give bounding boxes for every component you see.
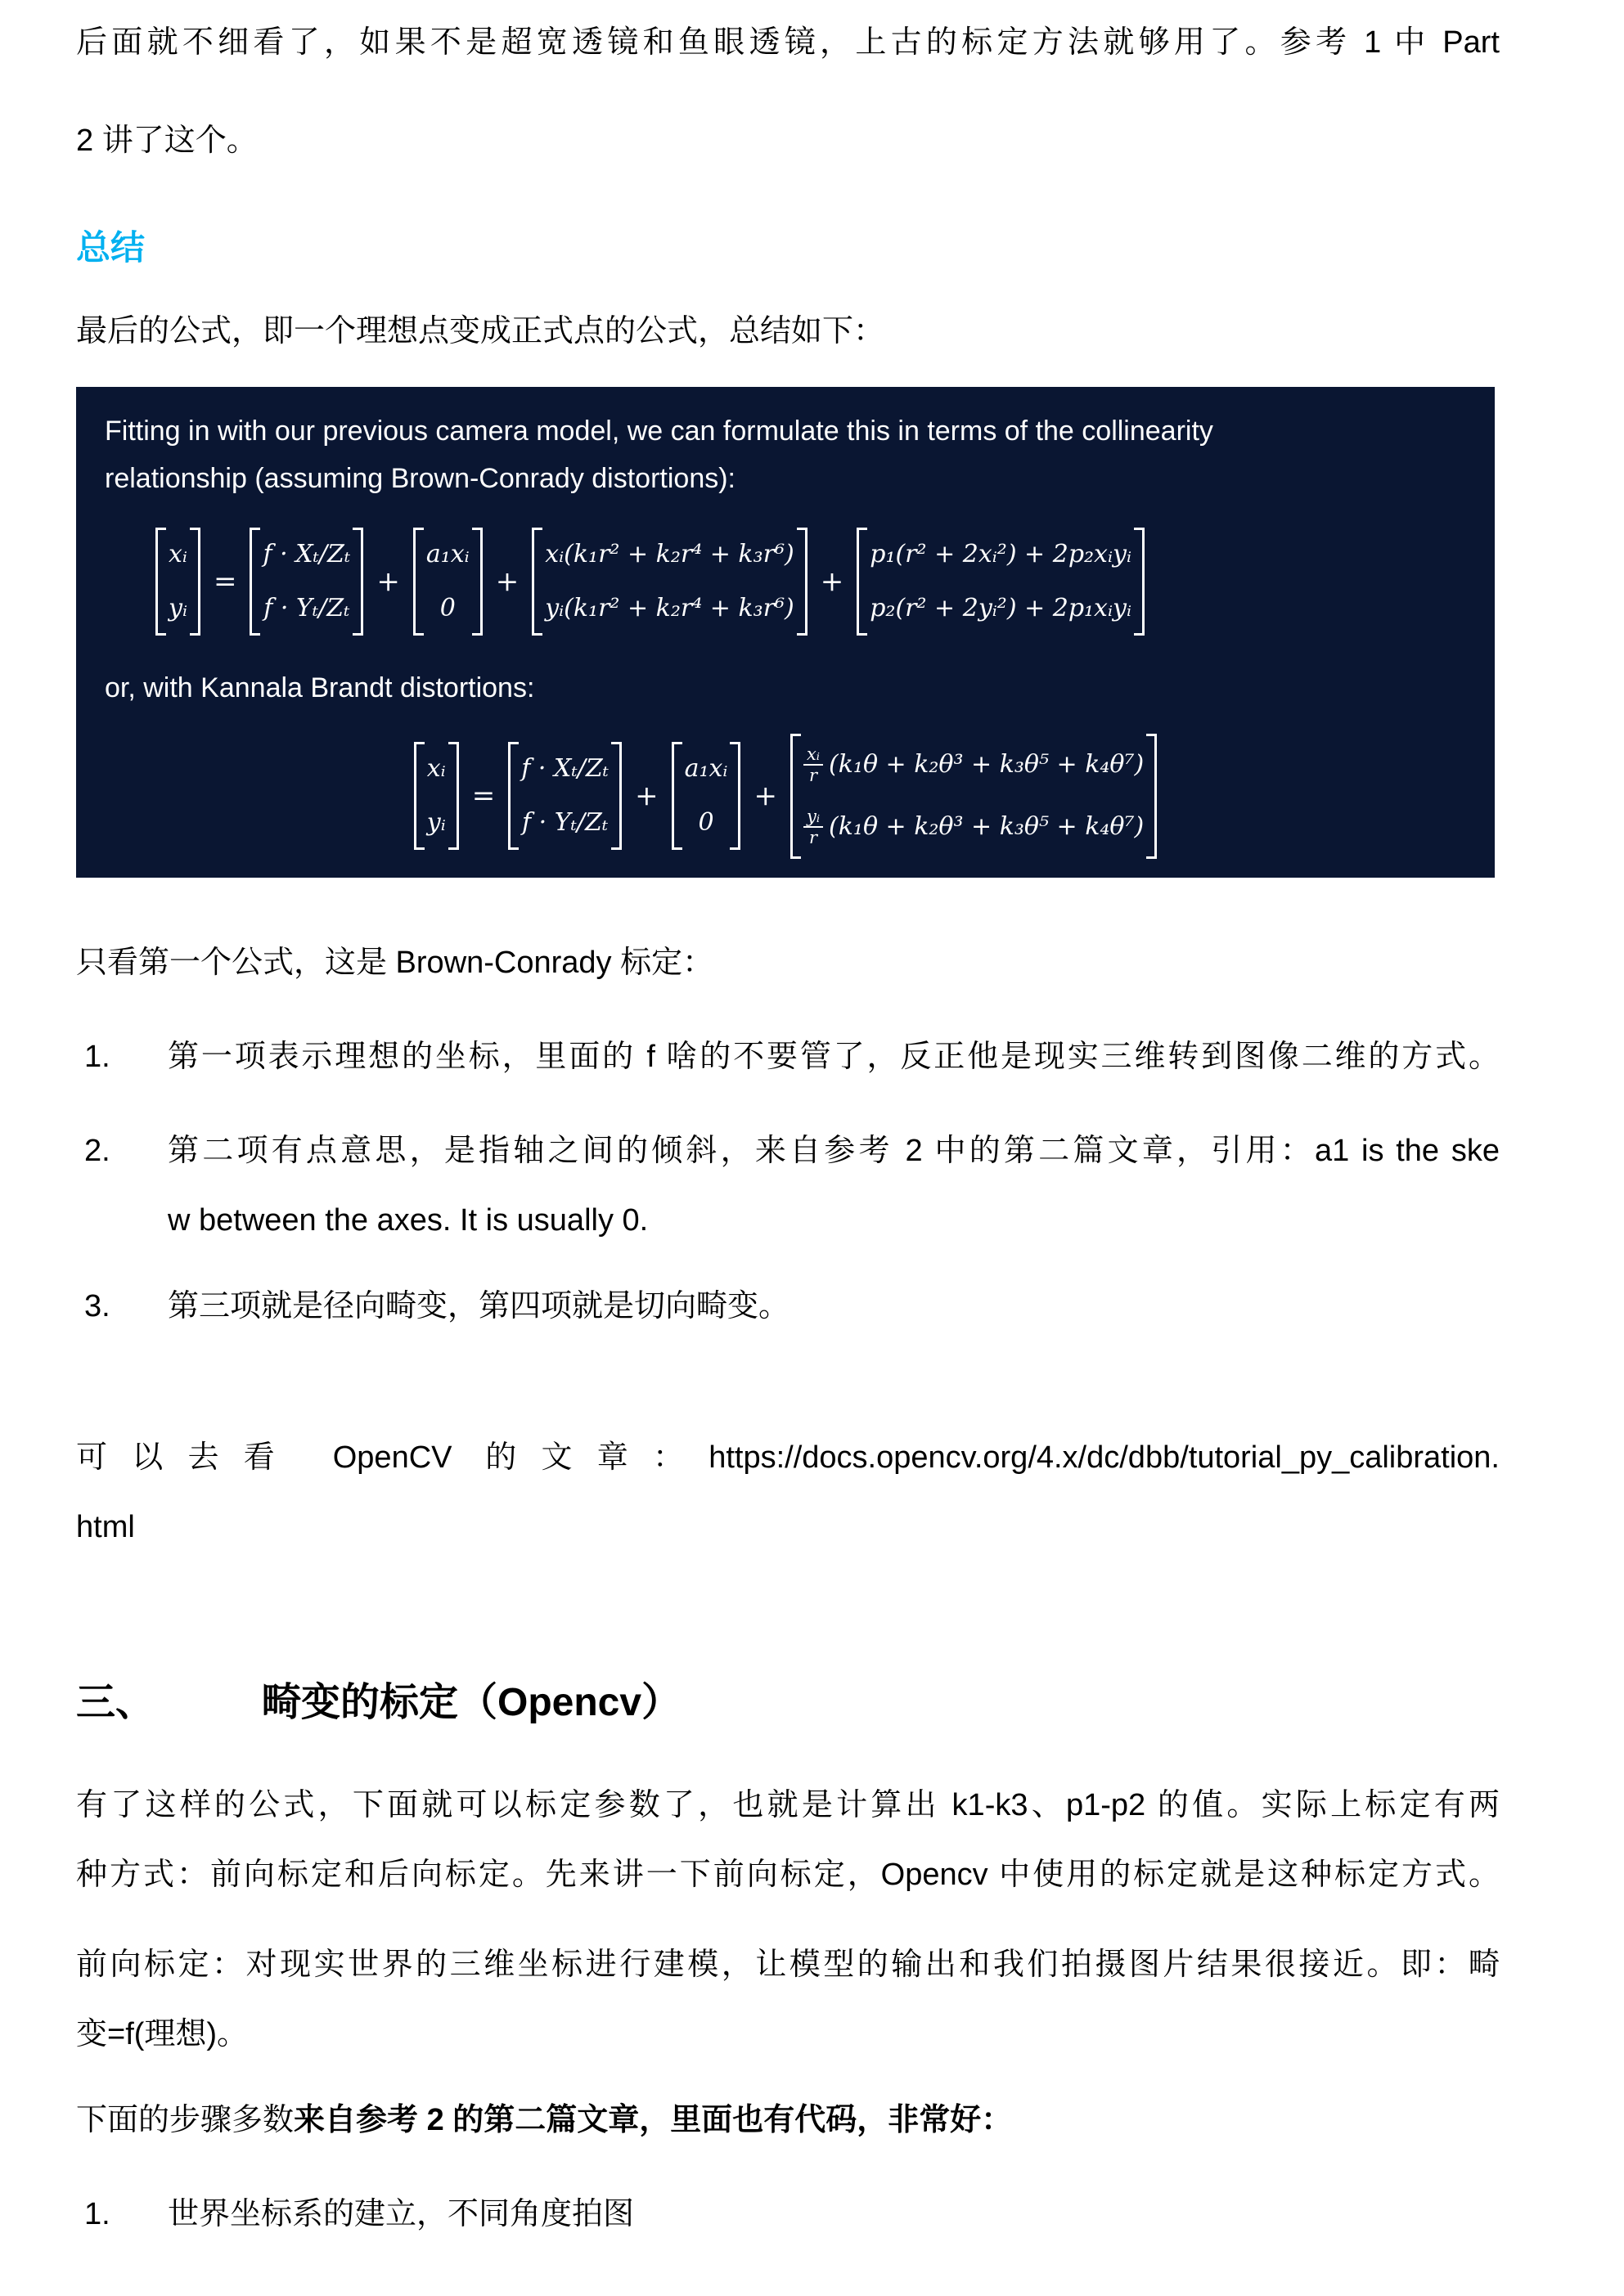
matrix-skew: [672, 739, 741, 852]
list-item: [76, 1117, 1500, 1256]
matrix-tangential: [857, 525, 1145, 638]
matrix-fisheye: [790, 731, 1157, 861]
text-line: 2 讲了这个。: [76, 124, 258, 158]
fraction: [803, 807, 823, 847]
paragraph-calibration-ways: [76, 1771, 1500, 1910]
text-line: 有了这样的公式，下面就可以标定参数了，也就是计算出 k1-k3、p1-p2 的值。实际上标定有两: [76, 1788, 1500, 1822]
fraction-numerator: yᵢ: [803, 807, 823, 828]
paragraph-forward-calibration: [76, 1930, 1500, 2069]
matrix-row: f · Yₜ/Zₜ: [263, 594, 350, 622]
matrix-row: f · Xₜ/Zₜ: [521, 754, 610, 784]
matrix-row: f · Xₜ/Zₜ: [263, 540, 351, 568]
text-line: w between the axes. It is usually 0.: [168, 1203, 649, 1238]
matrix-row: p₁(r² + 2xᵢ²) + 2p₂xᵢyᵢ: [870, 540, 1131, 568]
matrix-lhs: [414, 739, 459, 852]
equation-brown-conrady: [154, 525, 1466, 638]
list-number: 1.: [84, 2197, 110, 2231]
text-line: html: [76, 1510, 135, 1544]
text-line: 前向标定：对现实世界的三维坐标进行建模，让模型的输出和我们拍摄图片结果很接近。即：畸: [76, 1948, 1500, 1982]
matrix-row: xᵢ(k₁r² + k₂r⁴ + k₃r⁶): [545, 540, 794, 568]
list-item-text: 第三项就是径向畸变，第四项就是切向畸变。: [168, 1289, 790, 1323]
plus-sign: +: [820, 565, 844, 598]
matrix-row: f · Yₜ/Zₜ: [522, 808, 609, 838]
fraction: [803, 744, 823, 785]
matrix-row: 0: [439, 594, 456, 622]
fraction-numerator: xᵢ: [803, 744, 823, 766]
plus-sign: +: [376, 565, 400, 598]
steps-suffix: ：: [981, 2103, 1013, 2137]
matrix-row: p₂(r² + 2yᵢ²) + 2p₁xᵢyᵢ: [870, 594, 1131, 622]
matrix-row: xᵢ: [426, 754, 446, 784]
paragraph-steps: [76, 2086, 1500, 2155]
polynomial-term: (k₁θ + k₂θ³ + k₃θ⁵ + k₄θ⁷): [829, 812, 1145, 842]
matrix-row: a₁xᵢ: [684, 754, 728, 784]
matrix-row: xᵢ: [169, 540, 187, 568]
equals-sign: =: [213, 565, 237, 598]
opencv-docs-url: 可以去看 OpenCV 的文章：https://docs.opencv.org/4.x/dc/dbb/tutorial_py_calibration.: [76, 1440, 1500, 1475]
list-item-text: 第一项表示理想的坐标，里面的 f 啥的不要管了，反正他是现实三维转到图像二维的方式。: [168, 1040, 1500, 1074]
matrix-row: yᵢ(k₁r² + k₂r⁴ + k₃r⁶): [545, 594, 794, 622]
matrix-radial: [532, 525, 808, 638]
plus-sign: +: [754, 780, 777, 813]
text-line: 后面就不细看了，如果不是超宽透镜和鱼眼透镜，上古的标定方法就够用了。参考 1 中 Part: [76, 25, 1500, 60]
section-number: 三、: [76, 1681, 155, 1724]
fraction-denominator: r: [808, 766, 818, 786]
matrix-row: a₁xᵢ: [425, 540, 470, 568]
document-content: [76, 8, 1500, 2249]
block-or-line: or, with Kannala Brandt distortions:: [105, 672, 535, 703]
text-line: 变=f(理想)。: [76, 2017, 249, 2051]
text-line: 种方式：前向标定和后向标定。先来讲一下前向标定，Opencv 中使用的标定就是这种标定方式。: [76, 1858, 1500, 1892]
text-line: 第二项有点意思，是指轴之间的倾斜，来自参考 2 中的第二篇文章，引用：a1 is the ske: [168, 1134, 1500, 1168]
equation-kannala-brandt: [105, 731, 1466, 861]
equals-sign: =: [471, 780, 496, 813]
matrix-row: [803, 744, 1144, 785]
matrix-lhs: [155, 525, 200, 638]
list-number: 1.: [84, 1040, 110, 1074]
block-intro-line: relationship (assuming Brown-Conrady distortions):: [105, 463, 736, 494]
list-number: 3.: [84, 1289, 110, 1323]
matrix-skew: [413, 525, 483, 638]
polynomial-term: (k₁θ + k₂θ³ + k₃θ⁵ + k₄θ⁷): [829, 750, 1145, 780]
matrix-projection: [250, 525, 363, 638]
steps-prefix: 下面的步骤多数: [76, 2103, 295, 2137]
paragraph-intro: [76, 8, 1500, 176]
paragraph-first-formula: 只看第一个公式，这是 Brown-Conrady 标定：: [76, 946, 714, 980]
formula-image-block: [76, 387, 1495, 878]
matrix-projection: [508, 739, 622, 852]
summary-heading: 总结: [76, 228, 146, 267]
matrix-row: [803, 807, 1144, 847]
matrix-row: yᵢ: [169, 594, 187, 622]
plus-sign: +: [495, 565, 520, 598]
section-heading: [76, 1674, 1500, 1732]
paragraph-final-formula: 最后的公式，即一个理想点变成正式点的公式，总结如下：: [76, 314, 885, 348]
list-number: 2.: [84, 1134, 110, 1168]
list-item: [76, 2180, 1500, 2249]
fraction-denominator: r: [808, 828, 818, 848]
block-intro-line: Fitting in with our previous camera model, we can formulate this in terms of the collinearity: [105, 416, 1213, 447]
list-item: [76, 1272, 1500, 1341]
list-item-text: [168, 1117, 1500, 1256]
plus-sign: +: [635, 780, 659, 813]
matrix-row: yᵢ: [426, 808, 446, 838]
paragraph-opencv-link: [76, 1423, 1500, 1562]
list-item-text: 世界坐标系的建立，不同角度拍图: [168, 2197, 635, 2231]
steps-bold: 来自参考 2 的第二篇文章，里面也有代码，非常好: [294, 2103, 982, 2137]
section-title: 畸变的标定（Opencv）: [262, 1681, 682, 1724]
list-item: [76, 1022, 1500, 1092]
matrix-row: 0: [698, 808, 714, 838]
